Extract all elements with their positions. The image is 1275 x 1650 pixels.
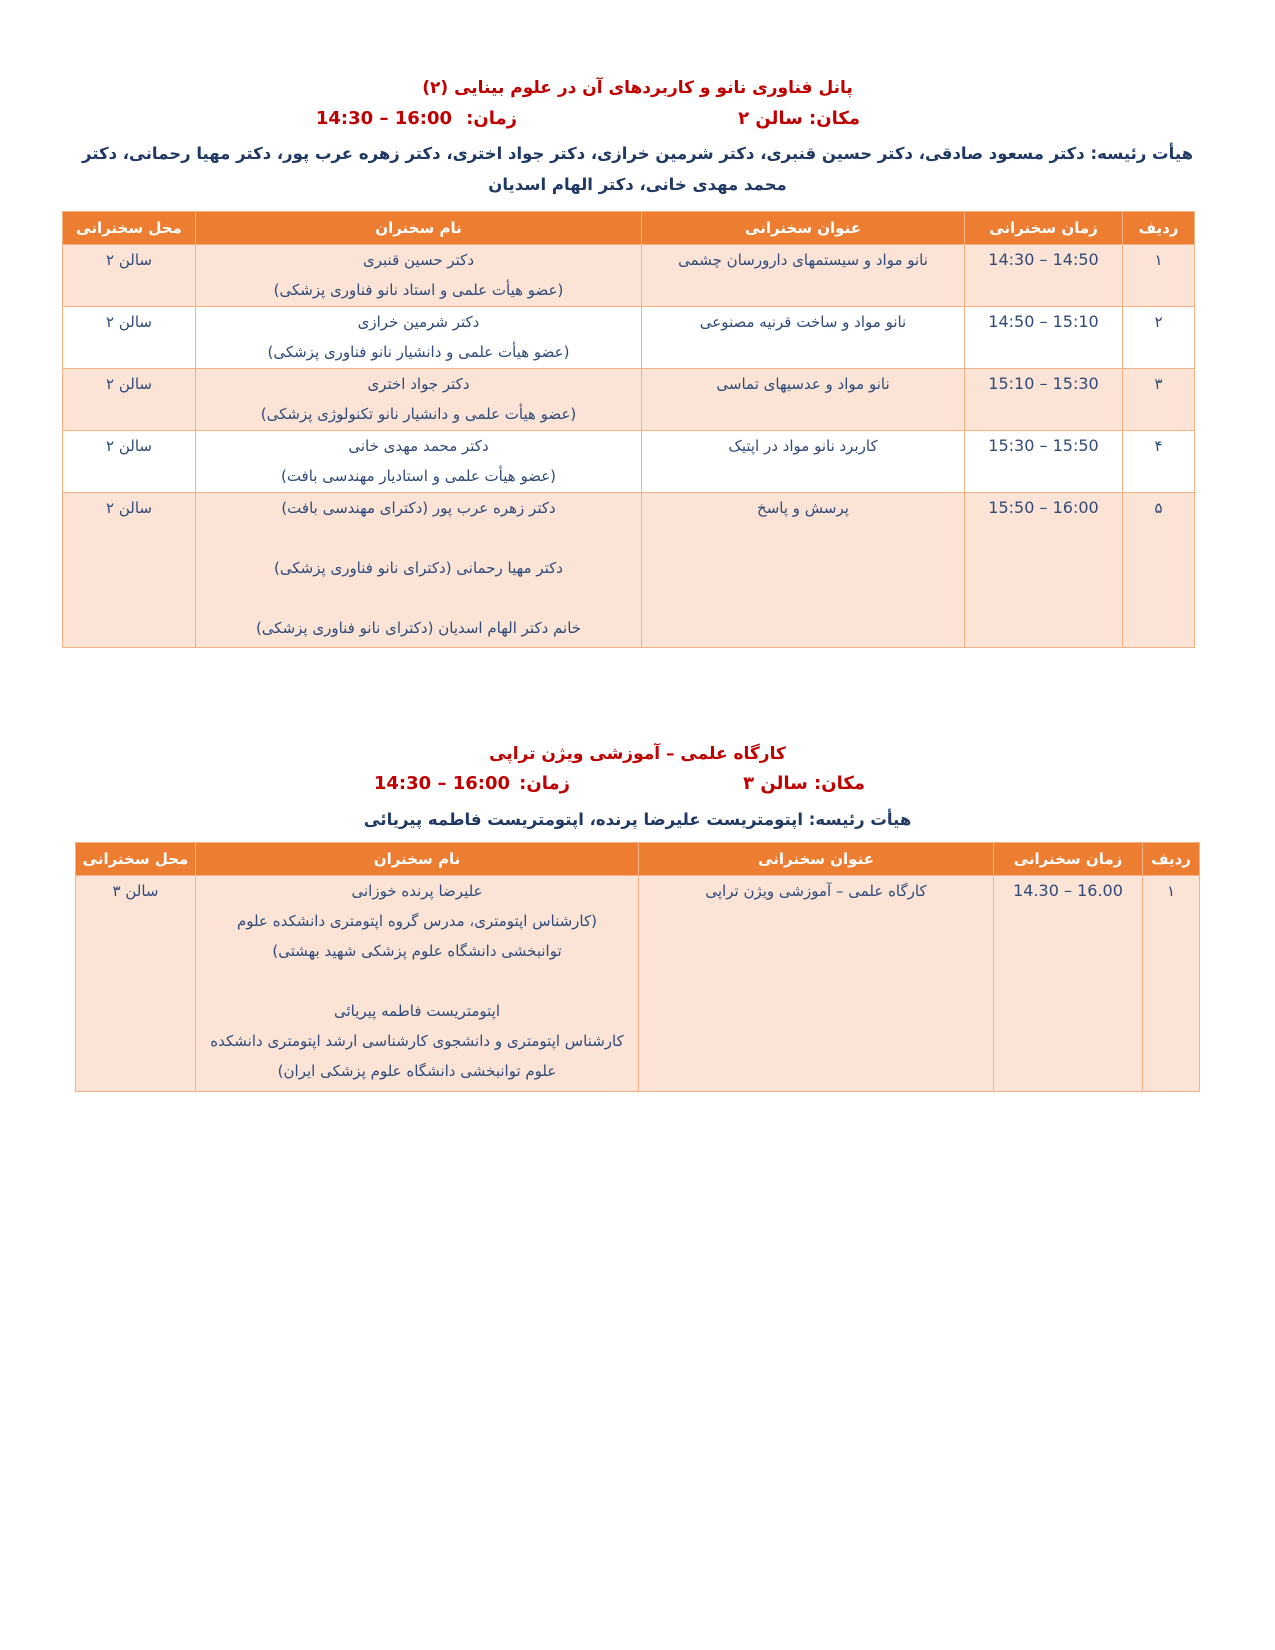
speaker-role: (عضو هیأت علمی و استادیار مهندسی بافت) <box>280 467 557 485</box>
row-time: 14:30 – 14:50 <box>965 245 1123 307</box>
panel2-time-value: 14:30 – 16:00 <box>373 773 510 794</box>
speaker-name: دکتر شرمین خرازی <box>357 313 480 331</box>
panel1-meta <box>0 108 1275 134</box>
speaker-name: دکتر محمد مهدی خانی <box>348 437 489 455</box>
row-place: سالن ۲ <box>63 493 196 648</box>
speaker-name: علیرضا پرنده خوزانی <box>351 882 483 900</box>
row-speaker <box>196 493 642 648</box>
row-topic: نانو مواد و ساخت قرنیه مصنوعی <box>642 307 965 369</box>
speaker-name: دکتر حسین قنبری <box>363 251 474 269</box>
table-row <box>63 307 1195 369</box>
row-topic: کارگاه علمی – آموزشی ویژن تراپی <box>639 876 994 1092</box>
speaker-name: خانم دکتر الهام اسدیان (دکترای نانو فناوری پزشکی) <box>255 619 582 637</box>
row-place: سالن ۲ <box>63 245 196 307</box>
row-time: 15:30 – 15:50 <box>965 431 1123 493</box>
row-place: سالن ۲ <box>63 307 196 369</box>
panel2-time-label: زمان: <box>519 773 570 794</box>
panel2-title: کارگاه علمی – آموزشی ویژن تراپی <box>489 744 786 764</box>
row-speaker <box>196 876 639 1092</box>
row-time: 14:50 – 15:10 <box>965 307 1123 369</box>
row-number: ۱ <box>1123 245 1195 307</box>
header-speakers: نام سخنران <box>196 212 642 245</box>
speaker-role: (کارشناس اپتومتری، مدرس گروه اپتومتری دانشکده علوم <box>237 912 597 930</box>
panel2-location: مکان: سالن ۳ <box>743 773 865 794</box>
panel2-meta <box>0 773 1275 799</box>
row-place: سالن ۲ <box>63 369 196 431</box>
speaker-role: (عضو هیأت علمی و دانشیار نانو فناوری پزشکی) <box>267 343 570 361</box>
speaker-name: اپتومتریست فاطمه پیریائی <box>333 1002 501 1020</box>
row-speaker <box>196 307 642 369</box>
panel1-title: پانل فناوری نانو و کاربردهای آن در علوم بینایی (۲) <box>422 78 853 98</box>
table-row <box>63 245 1195 307</box>
panel1-board-line2: دکتر الهام اسدیان <box>488 175 634 194</box>
speaker-name: دکتر جواد اختری <box>367 375 470 393</box>
panel2-board: هیأت رئیسه: اپتومتریست علیرضا پرنده، اپتومتریست فاطمه پیریائی <box>363 810 912 829</box>
header-topic: عنوان سخنرانی <box>642 212 965 245</box>
row-number: ۴ <box>1123 431 1195 493</box>
row-speaker <box>196 245 642 307</box>
table-row <box>63 493 1195 648</box>
table-header-row <box>76 843 1200 876</box>
panel1-schedule-table <box>62 211 1195 648</box>
table-row <box>76 876 1200 1092</box>
panel1-board-line1: هیأت رئیسه: دکتر مسعود صادقی، دکتر حسین قنبری، دکتر شرمین خرازی، دکتر جواد اختری، دکتر زهره عرب پور، دکتر مهیا رحمانی، دکتر محمد مهدی خانی، <box>81 144 1194 194</box>
table-row <box>63 369 1195 431</box>
row-topic: نانو مواد و سیستمهای دارورسان چشمی <box>642 245 965 307</box>
header-topic: عنوان سخنرانی <box>639 843 994 876</box>
row-time: 15:10 – 15:30 <box>965 369 1123 431</box>
row-number: ۲ <box>1123 307 1195 369</box>
row-topic: پرسش و پاسخ <box>642 493 965 648</box>
row-speaker <box>196 431 642 493</box>
header-time: زمان سخنرانی <box>994 843 1143 876</box>
panel2-schedule-table <box>75 842 1200 1092</box>
panel1-board <box>60 138 1215 200</box>
panel1-time-value: 14:30 – 16:00 <box>315 108 452 129</box>
row-place: سالن ۳ <box>76 876 196 1092</box>
speaker-role: (عضو هیأت علمی و دانشیار نانو تکنولوژی پزشکی) <box>260 405 577 423</box>
row-topic: نانو مواد و عدسیهای تماسی <box>642 369 965 431</box>
row-speaker <box>196 369 642 431</box>
row-number: ۱ <box>1143 876 1200 1092</box>
speaker-role: کارشناس اپتومتری و دانشجوی کارشناسی ارشد اپتومتری دانشکده <box>210 1032 624 1050</box>
header-time: زمان سخنرانی <box>965 212 1123 245</box>
row-time: 14.30 – 16.00 <box>994 876 1143 1092</box>
row-number: ۵ <box>1123 493 1195 648</box>
speaker-role: علوم توانبخشی دانشگاه علوم پزشکی ایران) <box>277 1062 557 1080</box>
header-place: محل سخنرانی <box>76 843 196 876</box>
row-time: 15:50 – 16:00 <box>965 493 1123 648</box>
speaker-role: توانبخشی دانشگاه علوم پزشکی شهید بهشتی) <box>272 942 562 960</box>
header-place: محل سخنرانی <box>63 212 196 245</box>
speaker-name: دکتر زهره عرب پور (دکترای مهندسی بافت) <box>281 499 556 517</box>
row-number: ۳ <box>1123 369 1195 431</box>
table-header-row <box>63 212 1195 245</box>
panel1-time-label: زمان: <box>466 108 517 129</box>
header-speakers: نام سخنران <box>196 843 639 876</box>
speaker-role: (عضو هیأت علمی و استاد نانو فناوری پزشکی) <box>273 281 564 299</box>
row-topic: کاربرد نانو مواد در اپتیک <box>642 431 965 493</box>
speaker-name: دکتر مهیا رحمانی (دکترای نانو فناوری پزشکی) <box>274 559 563 577</box>
header-row-number: ردیف <box>1143 843 1200 876</box>
header-row-number: ردیف <box>1123 212 1195 245</box>
panel1-location: مکان: سالن ۲ <box>738 108 860 129</box>
table-row <box>63 431 1195 493</box>
row-place: سالن ۲ <box>63 431 196 493</box>
